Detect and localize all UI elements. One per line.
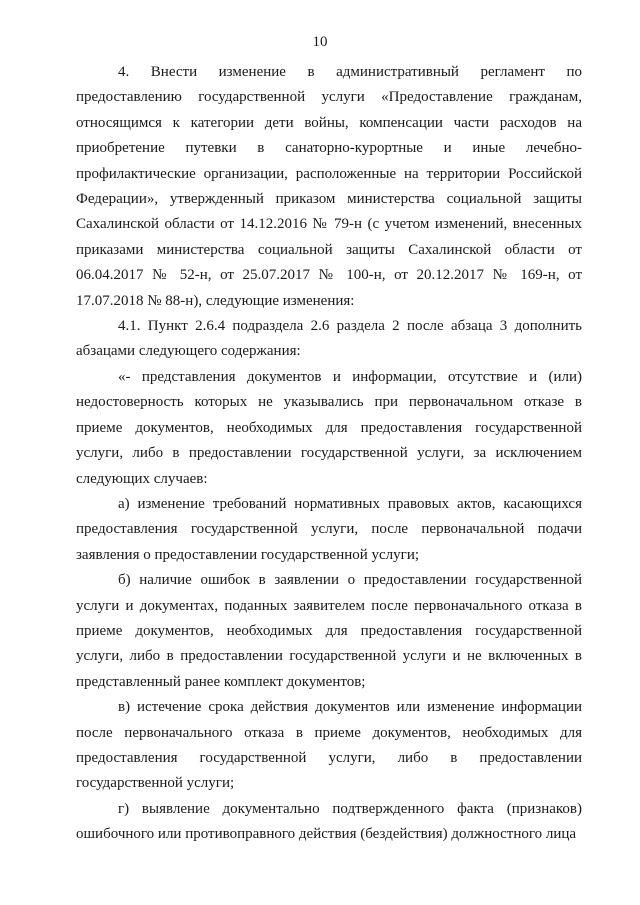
paragraph-case-a: а) изменение требований нормативных правовых актов, касающихся предоставления государственной услуги, после первоначальной подачи заявления о предоставлении государственной услуги; xyxy=(76,495,582,563)
paragraph-item-4: 4. Внести изменение в административный регламент по предоставлению государственной услуги «Предоставление гражданам, относящимся к категории дети войны, компенсации части расходов на приобретение путевки в санаторно-курортные и иные лечебно-профилактические организации, расположенные на территории Российской Федерации», утвержденный приказом министерства социальной защиты Сахалинской области от 14.12.2016 № 79-н (с учетом изменений, внесенных приказами министерства социальной защиты Сахалинской области от 06.04.2017 № 52-н, от 25.07.2017 № 100-н, от 20.12.2017 № 169-н, от 17.07.2018 № 88-н), следующие изменения: xyxy=(76,64,582,309)
document-body xyxy=(76,60,582,848)
paragraph-quote-start: «- представления документов и информации, отсутствие и (или) недостоверность которых не указывались при первоначальном отказе в приеме документов, необходимых для предоставления государственной услуги, либо в предоставлении государственной услуги, за исключением следующих случаев: xyxy=(76,368,582,487)
paragraph-case-g: г) выявление документально подтвержденного факта (признаков) ошибочного или противоправного действия (бездействия) должностного лица xyxy=(76,800,582,843)
page-number: 10 xyxy=(312,34,328,50)
paragraph-case-v: в) истечение срока действия документов или изменение информации после первоначального отказа в приеме документов, необходимых для предоставления государственной услуги, либо в предоставлении государственной услуги; xyxy=(76,699,582,792)
paragraph-item-4-1: 4.1. Пункт 2.6.4 подраздела 2.6 раздела 2 после абзаца 3 дополнить абзацами следующего содержания: xyxy=(76,318,582,360)
paragraph-case-b: б) наличие ошибок в заявлении о предоставлении государственной услуги и документах, поданных заявителем после первоначального отказа в приеме документов, необходимых для предоставления государственной услуги, либо в предоставлении государственной услуги и не включенных в представленный ранее комплект документов; xyxy=(76,572,582,690)
